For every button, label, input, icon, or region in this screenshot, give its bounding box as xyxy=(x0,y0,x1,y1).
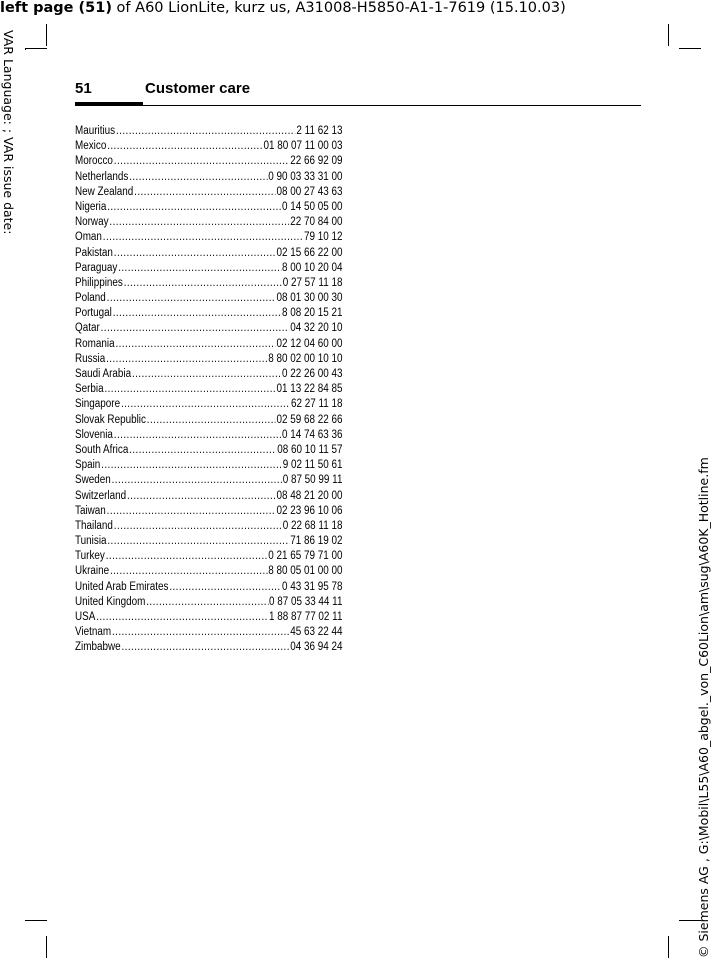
country-name: Mauritius xyxy=(75,125,116,137)
country-name: Taiwan xyxy=(75,504,106,517)
phone-number: 45 63 22 44 xyxy=(290,626,343,639)
country-name: Tunisia xyxy=(75,535,107,548)
hotline-row xyxy=(75,246,342,261)
hotline-row xyxy=(75,200,342,215)
dot-leader xyxy=(110,564,267,579)
hotline-row xyxy=(75,458,342,473)
hotline-row xyxy=(75,154,342,169)
hotline-row xyxy=(75,534,342,549)
phone-number: 2 11 62 13 xyxy=(296,125,343,137)
country-name: Nigeria xyxy=(75,200,107,213)
document-header xyxy=(0,0,566,16)
phone-number: 9 02 11 50 61 xyxy=(282,459,343,472)
dot-leader xyxy=(103,230,303,245)
hotline-row xyxy=(75,185,342,200)
dot-leader xyxy=(147,413,276,428)
phone-number: 8 80 05 01 00 00 xyxy=(268,565,343,578)
dot-leader xyxy=(116,124,296,139)
phone-number: 62 27 11 18 xyxy=(290,398,343,411)
phone-number: 02 23 96 10 06 xyxy=(276,504,343,517)
phone-number: 22 66 92 09 xyxy=(290,155,343,168)
hotline-row xyxy=(75,124,342,139)
dot-leader xyxy=(96,610,268,625)
dot-leader xyxy=(118,261,281,276)
dot-leader xyxy=(107,291,276,306)
country-name: Paraguay xyxy=(75,261,118,274)
hotline-row xyxy=(75,276,342,291)
dot-leader xyxy=(114,154,290,169)
country-name: Singapore xyxy=(75,398,121,411)
dot-leader xyxy=(127,489,276,504)
dot-leader xyxy=(106,549,268,564)
country-name: United Arab Emirates xyxy=(75,580,169,593)
country-name: Ukraine xyxy=(75,565,110,578)
country-name: Morocco xyxy=(75,155,113,168)
hotline-row xyxy=(75,261,342,276)
dot-leader xyxy=(146,595,268,610)
dot-leader xyxy=(134,185,275,200)
hotline-list xyxy=(75,124,343,656)
phone-number: 0 22 26 00 43 xyxy=(281,368,343,380)
phone-number: 0 21 65 79 71 00 xyxy=(268,550,343,563)
phone-number: 8 08 20 15 21 xyxy=(281,307,343,320)
hotline-row xyxy=(75,367,342,382)
hotline-row xyxy=(75,549,342,564)
crop-mark xyxy=(679,48,701,49)
dot-leader xyxy=(114,246,276,261)
hotline-row xyxy=(75,473,342,488)
phone-number: 0 27 57 11 18 xyxy=(282,276,343,289)
phone-number: 04 32 20 10 xyxy=(290,322,343,335)
country-name: Sweden xyxy=(75,474,111,487)
phone-number: 0 22 68 11 18 xyxy=(282,519,343,532)
page-number: 51 xyxy=(75,80,92,97)
phone-number: 0 43 31 95 78 xyxy=(281,580,343,593)
phone-number: 01 80 07 11 00 03 xyxy=(263,140,343,153)
hotline-row xyxy=(75,564,342,579)
phone-number: 0 87 05 33 44 11 xyxy=(268,595,343,608)
phone-number: 02 15 66 22 00 xyxy=(276,246,343,259)
hotline-row xyxy=(75,215,342,230)
phone-number: 71 86 19 02 xyxy=(290,535,343,548)
crop-mark xyxy=(25,920,47,921)
header-rule xyxy=(75,105,641,106)
dot-leader xyxy=(106,352,267,367)
dot-leader xyxy=(129,443,276,458)
phone-number: 08 00 27 43 63 xyxy=(276,185,343,198)
country-name: Zimbabwe xyxy=(75,641,121,654)
phone-number: 08 48 21 20 00 xyxy=(276,489,343,502)
hotline-row xyxy=(75,306,342,321)
hotline-row xyxy=(75,580,342,595)
hotline-row xyxy=(75,640,342,655)
dot-leader xyxy=(109,215,289,230)
hotline-row xyxy=(75,291,342,306)
side-language-note: VAR Language: ; VAR issue date: xyxy=(1,30,16,235)
dot-leader xyxy=(121,640,289,655)
country-name: Poland xyxy=(75,292,106,305)
hotline-row xyxy=(75,595,342,610)
dot-leader xyxy=(107,200,281,215)
country-name: Slovenia xyxy=(75,428,113,441)
phone-number: 0 14 74 63 36 xyxy=(281,428,343,441)
dot-leader xyxy=(114,428,281,443)
dot-leader xyxy=(121,397,290,412)
country-name: Mexico xyxy=(75,140,107,153)
hotline-row xyxy=(75,382,342,397)
dot-leader xyxy=(112,625,289,640)
side-file-path: © Siemens AG , G:\Mobil\L55\A60_abgel._von_C60Lion\am\sug\A60K_Hotline.fm xyxy=(696,457,711,958)
hotline-row xyxy=(75,443,342,458)
phone-number: 8 00 10 20 04 xyxy=(281,261,343,274)
phone-number: 08 60 10 11 57 xyxy=(277,443,343,456)
crop-mark xyxy=(46,24,47,46)
country-name: Russia xyxy=(75,352,106,365)
country-name: Oman xyxy=(75,231,102,244)
country-name: Serbia xyxy=(75,383,104,396)
country-name: New Zealand xyxy=(75,185,134,198)
dot-leader xyxy=(107,139,262,154)
dot-leader xyxy=(115,337,275,352)
hotline-row xyxy=(75,321,342,336)
dot-leader xyxy=(129,170,267,185)
header-doc-info: of A60 LionLite, kurz us, A31008-H5850-A1-1-7619 (15.10.03) xyxy=(111,0,566,16)
header-page-ref: left page (51) xyxy=(0,0,112,16)
crop-mark xyxy=(46,936,47,958)
dot-leader xyxy=(104,382,275,397)
country-name: United Kingdom xyxy=(75,595,146,608)
phone-number: 08 01 30 00 30 xyxy=(276,292,343,305)
hotline-row xyxy=(75,352,342,367)
phone-number: 02 59 68 22 66 xyxy=(276,413,343,426)
crop-mark xyxy=(668,936,669,958)
phone-number: 0 90 03 33 31 00 xyxy=(268,170,343,183)
dot-leader xyxy=(107,534,289,549)
dot-leader xyxy=(107,504,276,519)
hotline-row xyxy=(75,170,342,185)
country-name: USA xyxy=(75,611,96,623)
crop-mark xyxy=(668,24,669,46)
country-name: Norway xyxy=(75,216,109,229)
country-name: Switzerland xyxy=(75,489,127,502)
country-name: Pakistan xyxy=(75,246,113,259)
country-name: Netherlands xyxy=(75,170,129,183)
country-name: Vietnam xyxy=(75,626,112,639)
country-name: Slovak Republic xyxy=(75,413,146,426)
country-name: Portugal xyxy=(75,307,112,320)
dot-leader xyxy=(112,473,282,488)
hotline-row xyxy=(75,610,342,625)
country-name: Qatar xyxy=(75,322,100,335)
phone-number: 04 36 94 24 xyxy=(290,641,343,654)
hotline-row xyxy=(75,489,342,504)
country-name: Spain xyxy=(75,459,101,472)
phone-number: 0 14 50 05 00 xyxy=(281,200,343,213)
phone-number: 02 12 04 60 00 xyxy=(276,337,343,350)
hotline-row xyxy=(75,413,342,428)
phone-number: 22 70 84 00 xyxy=(290,216,343,229)
phone-number: 01 13 22 84 85 xyxy=(276,383,343,396)
hotline-row xyxy=(75,625,342,640)
country-name: Romania xyxy=(75,337,115,350)
dot-leader xyxy=(114,519,282,534)
page-title: Customer care xyxy=(145,80,251,97)
country-name: Saudi Arabia xyxy=(75,368,132,380)
phone-number: 79 10 12 xyxy=(303,231,343,244)
hotline-row xyxy=(75,139,342,154)
dot-leader xyxy=(113,306,281,321)
hotline-row xyxy=(75,230,342,245)
dot-leader xyxy=(124,276,282,291)
dot-leader xyxy=(169,580,281,595)
crop-mark xyxy=(25,48,47,49)
phone-number: 8 80 02 00 10 10 xyxy=(268,352,343,365)
dot-leader xyxy=(101,321,290,336)
phone-number: 1 88 87 77 02 11 xyxy=(268,611,343,623)
dot-leader xyxy=(132,367,281,382)
country-name: Thailand xyxy=(75,519,113,532)
hotline-row xyxy=(75,519,342,534)
hotline-row xyxy=(75,504,342,519)
country-name: Philippines xyxy=(75,276,123,289)
phone-number: 0 87 50 99 11 xyxy=(282,474,343,487)
country-name: South Africa xyxy=(75,443,129,456)
country-name: Turkey xyxy=(75,550,105,563)
hotline-row xyxy=(75,337,342,352)
hotline-row xyxy=(75,397,342,412)
dot-leader xyxy=(101,458,282,473)
hotline-row xyxy=(75,428,342,443)
